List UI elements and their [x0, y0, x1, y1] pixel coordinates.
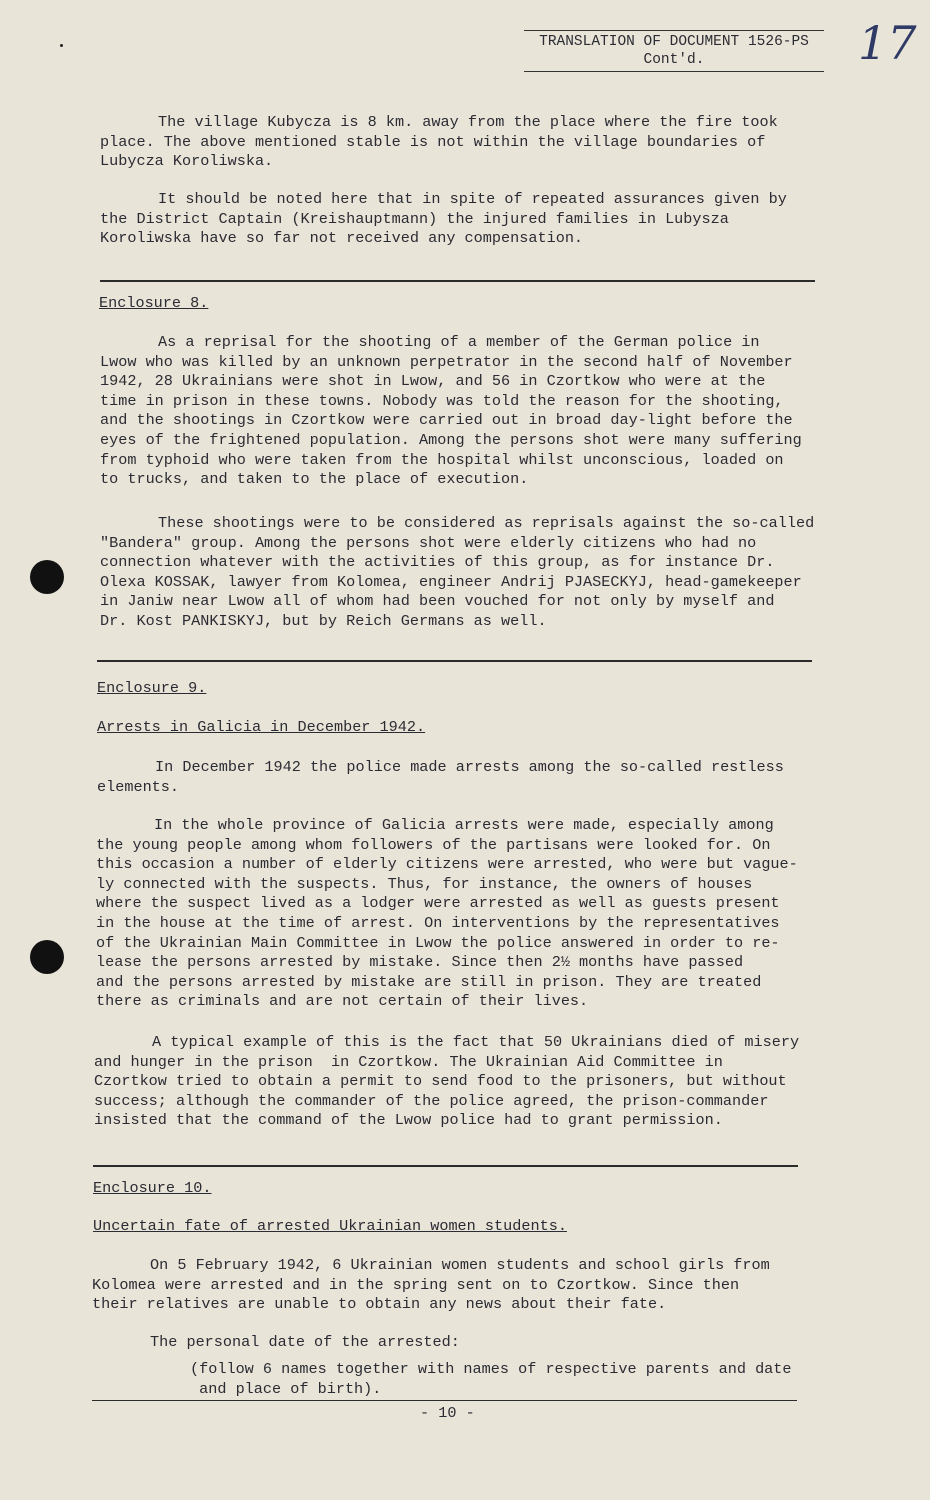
footer-rule: [92, 1400, 797, 1401]
enclosure-10-paragraph-3: (follow 6 names together with names of respective parents and date and place of birth).: [190, 1360, 792, 1398]
enclosure-9-heading: Enclosure 9.: [97, 679, 207, 697]
speck-mark: [60, 44, 63, 47]
handwritten-page-number: 17: [858, 16, 917, 70]
enclosure-10-subheading: Uncertain fate of arrested Ukrainian women students.: [93, 1217, 567, 1235]
enclosure-9-paragraph-3: A typical example of this is the fact that 50 Ukrainians died of misery and hunger in the prison in Czortkow. The Ukrainian Aid Committee in Czortkow tried to obtain a permit to send food to the prisoners, but without success; although the commander of the police agreed, the prison-commander insisted that the command of the Lwow police had to grant permission.: [94, 1033, 800, 1130]
paragraph-compensation: It should be noted here that in spite of repeated assurances given by the District Captain (Kreishauptmann) the injured families in Lubysza Koroliwska have so far not received any compensation.: [100, 190, 787, 248]
enclosure-9-subheading: Arrests in Galicia in December 1942.: [97, 718, 426, 736]
enclosure-9-paragraph-1: In December 1942 the police made arrests among the so-called restless elements.: [97, 758, 784, 796]
footer-page-number: - 10 -: [420, 1404, 475, 1422]
enclosure-10-heading: Enclosure 10.: [93, 1179, 212, 1197]
divider-rule: [93, 1165, 798, 1167]
header-subtitle: Cont'd.: [524, 51, 824, 72]
paragraph-kubycza: The village Kubycza is 8 km. away from the place where the fire took place. The above mentioned stable is not within the village boundaries of Lubycza Koroliwska.: [100, 113, 778, 171]
enclosure-10-paragraph-1: On 5 February 1942, 6 Ukrainian women students and school girls from Kolomea were arrested and in the spring sent on to Czortkow. Since then their relatives are unable to obtain any news about their fate.: [92, 1256, 770, 1314]
enclosure-9-paragraph-2: In the whole province of Galicia arrests were made, especially among the young people among whom followers of the partisans were looked for. On this occasion a number of elderly citizens were arrested, who were but vague- ly connected with the suspects. Thus, for instance, the owners of houses where the suspect lived as a lodger were arrested as well as guests present in the house at the time of arrest. On interventions by the representatives of the Ukrainian Main Committee in Lwow the police answered in order to re- lease the persons arrested by mistake. Since then 2½ months have passed and the persons arrested by mistake are still in prison. They are treated there as criminals and are not certain of their lives.: [96, 816, 798, 1011]
divider-rule: [97, 660, 812, 662]
header-title: TRANSLATION OF DOCUMENT 1526-PS: [524, 30, 824, 51]
document-header: [524, 30, 824, 72]
punch-hole: [30, 940, 64, 974]
divider-rule: [100, 280, 815, 282]
enclosure-10-paragraph-2: The personal date of the arrested:: [150, 1333, 460, 1351]
enclosure-8-heading: Enclosure 8.: [99, 294, 209, 312]
enclosure-8-paragraph-1: As a reprisal for the shooting of a member of the German police in Lwow who was killed by an unknown perpetrator in the second half of November 1942, 28 Ukrainians were shot in Lwow, and 56 in Czortkow who were at the time in prison in these towns. Nobody was told the reason for the shooting, and the shootings in Czortkow were carried out in broad day-light before the eyes of the frightened population. Among the persons shot were many suffering from typhoid who were taken from the hospital whilst unconscious, loaded on to trucks, and taken to the place of execution.: [100, 333, 802, 489]
punch-hole: [30, 560, 64, 594]
enclosure-8-paragraph-2: These shootings were to be considered as reprisals against the so-called "Bandera" group. Among the persons shot were elderly citizens who had no connection whatever with the activities of this group, as for instance Dr. Olexa KOSSAK, lawyer from Kolomea, engineer Andrij PJASECKYJ, head-gamekeeper in Janiw near Lwow all of whom had been vouched for not only by myself and Dr. Kost PANKISKYJ, but by Reich Germans as well.: [100, 514, 815, 630]
